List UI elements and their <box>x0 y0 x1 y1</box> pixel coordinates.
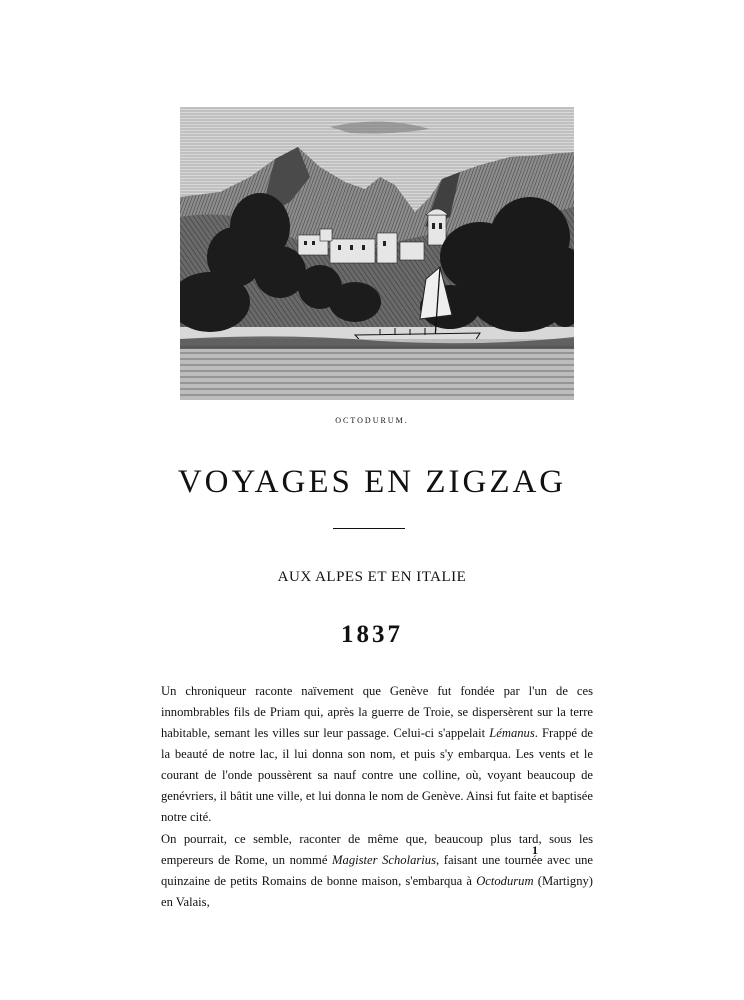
page-number: 1 <box>532 843 538 857</box>
year-heading: 1837 <box>341 621 403 648</box>
text-run: . Frappé de la beauté de notre lac, il lui donna son nom, et puis s'y embarqua. Les vents et le courant de l'onde poussèrent sa nauf contre une colline, où, voyant beaucoup de genévriers, il bâtit une ville, et lui donna le nom de Genève. Ainsi fut faite et baptisée notre cité. <box>161 726 594 824</box>
illustration-caption: OCTODURUM. <box>335 416 409 425</box>
subtitle: AUX ALPES ET EN ITALIE <box>277 569 467 585</box>
paragraph <box>161 681 593 828</box>
text-run: (Martigny) en Valais, <box>161 874 594 909</box>
italic-text: Magister Scholarius <box>332 853 436 867</box>
italic-text: Lémanus <box>489 726 535 740</box>
text-run: , faisant une tournée avec une quinzaine de petits Romains de bonne maison, s'embarqua à <box>161 853 593 888</box>
page-title: VOYAGES EN ZIGZAG <box>177 464 567 500</box>
italic-text: Octodurum <box>476 874 534 888</box>
octodurum-engraving <box>180 107 574 400</box>
engraving-illustration <box>180 107 574 400</box>
text-run: Un chroniqueur raconte naïvement que Genève fut fondée par l'un de ces innombrables fils de Priam qui, après la guerre de Troie, se dispersèrent sur la terre habitable, semant les villes sur leur passage. Celui-ci s'appelait <box>161 684 593 740</box>
paragraph <box>161 829 593 913</box>
text-run: On pourrait, ce semble, raconter de même que, beaucoup plus tard, sous les empereurs de Rome, un nommé <box>161 832 593 867</box>
title-divider <box>333 528 405 529</box>
body-text <box>161 681 593 913</box>
